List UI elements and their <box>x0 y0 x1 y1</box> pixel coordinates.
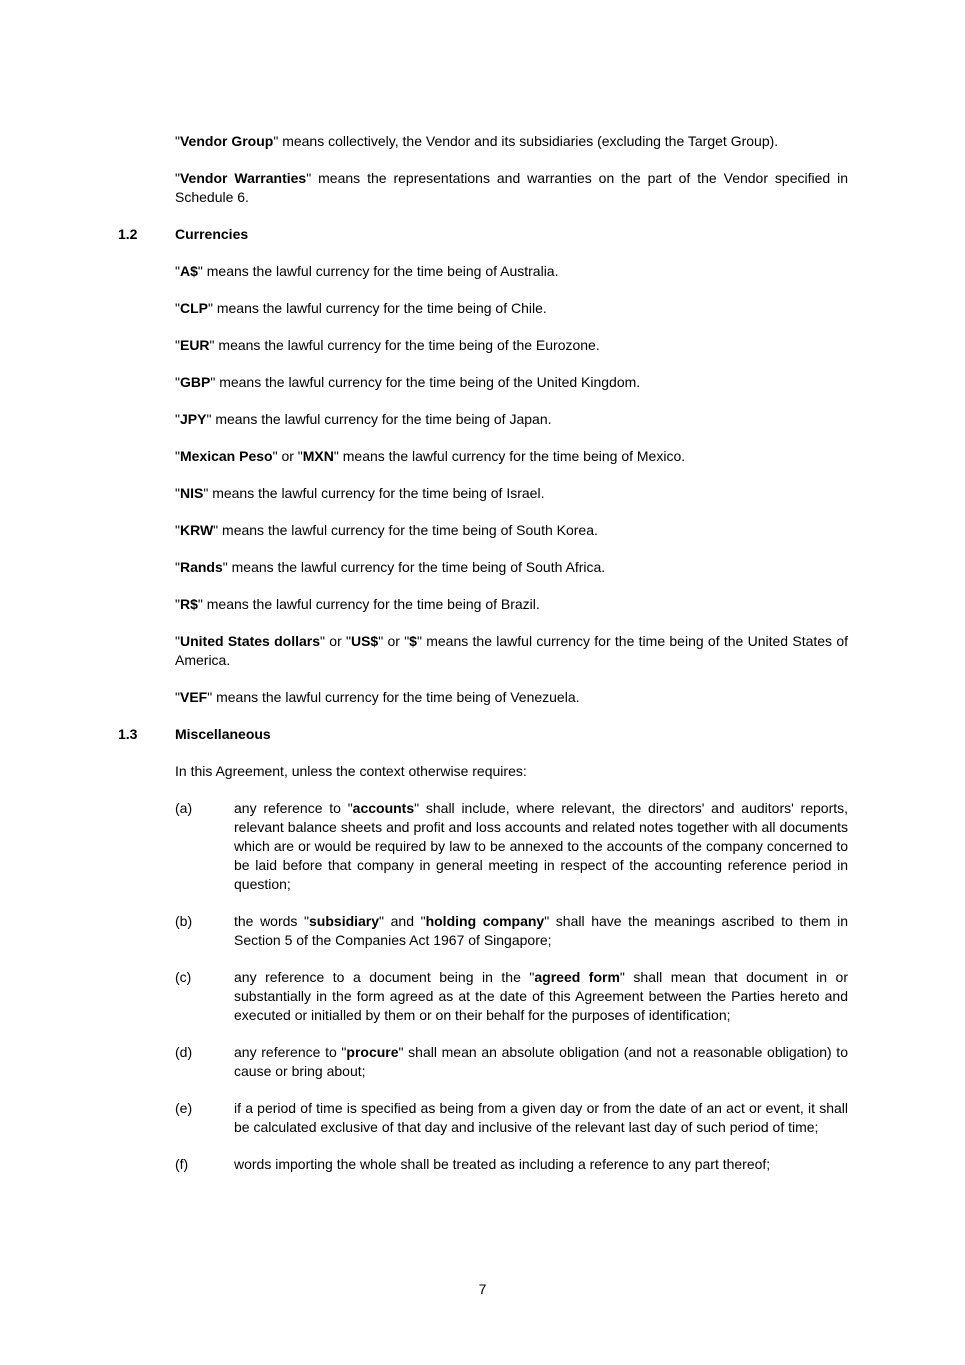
text-run: " means the lawful currency for the time being of South Africa. <box>222 559 606 575</box>
text-run: " means the lawful currency for the time being of Israel. <box>203 485 545 501</box>
defined-term: VEF <box>179 689 208 705</box>
text-run: " means the lawful currency for the time being of Chile. <box>207 300 547 316</box>
list-item-text <box>234 799 848 894</box>
list-marker: (f) <box>175 1156 189 1172</box>
text-run: " means the lawful currency for the time being of Venezuela. <box>207 689 580 705</box>
list-item-text <box>234 912 848 950</box>
text-run: " or " <box>378 633 410 649</box>
text-run: " or " <box>272 448 303 464</box>
defined-term: JPY <box>179 411 207 427</box>
list-item-text <box>234 1043 848 1081</box>
list-item-text <box>234 1099 848 1137</box>
list-marker: (c) <box>175 969 192 985</box>
text-run: " <box>175 374 180 390</box>
defined-term: Vendor Warranties <box>179 170 307 186</box>
defined-term: KRW <box>179 522 214 538</box>
defined-term: Rands <box>179 559 223 575</box>
paragraph <box>175 132 848 151</box>
text-run: if a period of time is specified as being from a given day or from the date of an act or event, it shall be calculated exclusive of that day and inclusive of the relevant last day of such period of time; <box>234 1100 848 1135</box>
defined-term: subsidiary <box>309 913 380 929</box>
section-heading <box>118 725 848 744</box>
text-run: " shall have the meanings ascribed to them in Section 5 of the Companies Act 1967 of Singapore; <box>234 913 849 948</box>
text-run: " <box>175 596 180 612</box>
paragraph <box>175 373 848 392</box>
text-run: any reference to " <box>234 1044 347 1060</box>
list-item-text <box>234 968 848 1025</box>
text-run: " means the lawful currency for the time being of Mexico. <box>333 448 686 464</box>
paragraph <box>175 262 848 281</box>
defined-term: MXN <box>302 448 334 464</box>
paragraph <box>175 558 848 577</box>
paragraph <box>175 632 848 670</box>
text-run: " means collectively, the Vendor and its subsidiaries (excluding the Target Group). <box>273 133 779 149</box>
text-run: any reference to " <box>234 800 353 816</box>
list-marker: (a) <box>175 800 193 816</box>
paragraph <box>175 336 848 355</box>
document-blocks <box>118 132 848 1174</box>
list-item <box>175 968 848 1025</box>
paragraph <box>175 521 848 540</box>
list-item <box>175 912 848 950</box>
section-title: Currencies <box>175 226 249 242</box>
section-number: 1.3 <box>118 726 138 742</box>
paragraph <box>175 169 848 207</box>
defined-term: $ <box>409 633 417 649</box>
defined-term: United States dollars <box>179 633 321 649</box>
defined-term: US$ <box>350 633 379 649</box>
section-title: Miscellaneous <box>175 726 271 742</box>
list-marker: (d) <box>175 1044 193 1060</box>
defined-term: accounts <box>352 800 415 816</box>
text-run: " shall include, where relevant, the directors' and auditors' reports, relevant balance sheets and profit and loss accounts and related notes together with all documents which are or would be required by law to be annexed to the accounts of the company concerned to be laid before that company in general meeting in respect of the accounting reference period in question; <box>234 800 849 892</box>
defined-term: Vendor Group <box>179 133 274 149</box>
defined-term: R$ <box>179 596 198 612</box>
text-run: " and " <box>379 913 426 929</box>
paragraph <box>175 447 848 466</box>
defined-term: CLP <box>179 300 208 316</box>
text-run: " <box>175 300 180 316</box>
text-run: " means the lawful currency for the time being of Japan. <box>206 411 552 427</box>
text-run: In this Agreement, unless the context otherwise requires: <box>175 763 527 779</box>
text-run: " means the lawful currency for the time being of Brazil. <box>197 596 540 612</box>
defined-term: GBP <box>179 374 211 390</box>
text-run: " means the lawful currency for the time being of Australia. <box>197 263 559 279</box>
text-run: " or " <box>320 633 351 649</box>
text-run: " <box>175 689 180 705</box>
defined-term: NIS <box>179 485 204 501</box>
text-run: words importing the whole shall be treated as including a reference to any part thereof; <box>234 1156 771 1172</box>
text-run: any reference to a document being in the " <box>234 969 535 985</box>
list-marker: (e) <box>175 1100 193 1116</box>
text-run: " means the lawful currency for the time being of South Korea. <box>213 522 598 538</box>
text-run: " <box>175 485 180 501</box>
defined-term: A$ <box>179 263 198 279</box>
list-item <box>175 1043 848 1081</box>
list-item <box>175 1099 848 1137</box>
text-run: " <box>175 337 180 353</box>
paragraph <box>175 595 848 614</box>
text-run: " means the lawful currency for the time being of the United Kingdom. <box>210 374 641 390</box>
text-run: " means the lawful currency for the time being of the Eurozone. <box>209 337 600 353</box>
paragraph <box>175 484 848 503</box>
text-run: " shall mean an absolute obligation (and not a reasonable obligation) to cause or bring about; <box>234 1044 848 1079</box>
paragraph <box>175 688 848 707</box>
defined-term: Mexican Peso <box>179 448 273 464</box>
text-run: " <box>175 559 180 575</box>
text-run: " means the lawful currency for the time being of the United States of America. <box>175 633 849 668</box>
page-number: 7 <box>478 1281 487 1297</box>
text-run: " <box>175 263 180 279</box>
text-run: " shall mean that document in or substantially in the form agreed as at the date of this Agreement between the Parties hereto and executed or initialled by them or on their behalf for the purposes of identification; <box>234 969 848 1023</box>
text-run: " means the representations and warranties on the part of the Vendor specified in Schedule 6. <box>175 170 849 205</box>
list-item-text <box>234 1155 848 1174</box>
text-run: " <box>175 133 180 149</box>
defined-term: holding company <box>425 913 545 929</box>
text-run: " <box>175 411 180 427</box>
text-run: " <box>175 170 180 186</box>
section-number: 1.2 <box>118 226 138 242</box>
paragraph <box>175 410 848 429</box>
paragraph <box>175 299 848 318</box>
list-item <box>175 799 848 894</box>
defined-term: EUR <box>179 337 210 353</box>
text-run: " <box>175 522 180 538</box>
text-run: the words " <box>234 913 310 929</box>
paragraph <box>175 762 848 781</box>
defined-term: procure <box>346 1044 399 1060</box>
list-item <box>175 1155 848 1174</box>
text-run: " <box>175 633 180 649</box>
text-run: " <box>175 448 180 464</box>
section-heading <box>118 225 848 244</box>
defined-term: agreed form <box>534 969 620 985</box>
list-marker: (b) <box>175 913 193 929</box>
